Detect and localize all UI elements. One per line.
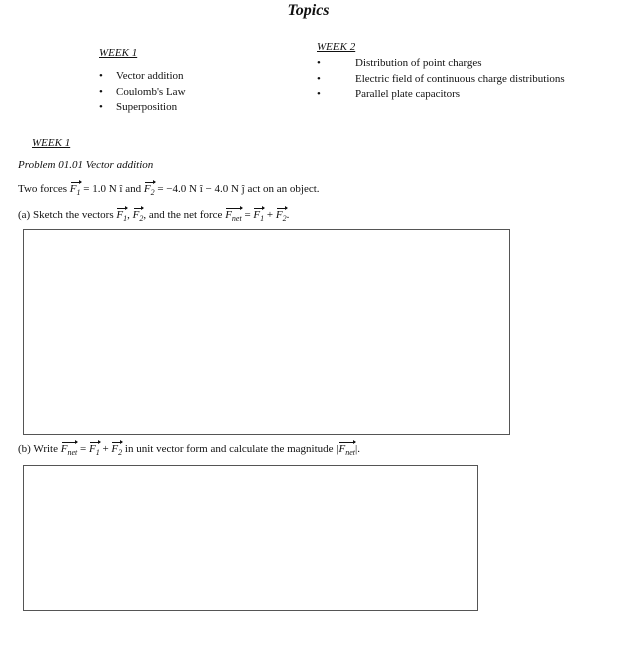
force2-vector: $F_2$: [111, 443, 123, 458]
part-a-answer-box[interactable]: [23, 229, 510, 435]
problem-title: Problem 01.01 Vector addition: [18, 159, 154, 171]
force2-vector: $F_2$: [132, 209, 144, 224]
bullet-icon: •: [317, 57, 321, 69]
net-force-vector: $F_{net}$: [60, 443, 78, 458]
net-force-vector: $F_{net}$: [225, 209, 242, 224]
statement-text: Two forces: [18, 183, 68, 195]
bullet-icon: •: [99, 70, 103, 82]
section-header: WEEK 1: [32, 137, 71, 149]
bullet-icon: •: [99, 85, 103, 98]
force2-vector: $F_2$: [143, 183, 155, 198]
topic-label: Parallel plate capacitors: [355, 88, 461, 101]
bullet-icon: •: [99, 101, 103, 114]
topic-label: Coulomb's Law: [116, 85, 186, 98]
week2-header: WEEK 2: [317, 41, 356, 53]
force1-vector: $F_1$: [88, 443, 100, 458]
topic-label: Distribution of point charges: [355, 57, 482, 69]
force1-vector: $F_1$: [253, 209, 265, 224]
net-force-vector: $F_{net}$: [338, 443, 355, 458]
page-title: Topics: [287, 2, 330, 19]
part-a-prompt: (a) Sketch the vectors $F_1$, $F_2$, and the net force $F_{net} = F_1 + F_2$.: [18, 209, 290, 224]
force2-vector: $F_2$: [275, 209, 287, 224]
force1-value: = 1.0 N î and: [83, 183, 142, 195]
topic-label: Vector addition: [116, 70, 184, 82]
topic-label: Superposition: [116, 101, 178, 114]
force2-value: = −4.0 N î − 4.0 N ĵ act on an object.: [157, 183, 320, 195]
force1-vector: $F_1$: [116, 209, 128, 224]
part-b-answer-box[interactable]: [23, 465, 478, 611]
bullet-icon: •: [317, 88, 321, 101]
week1-header: WEEK 1: [99, 47, 138, 59]
magnitude-expression: $|F_{net}|$: [336, 443, 358, 458]
force1-vector: $F_1$: [69, 183, 81, 198]
bullet-icon: •: [317, 72, 321, 85]
topic-label: Electric field of continuous charge distributions: [355, 72, 565, 85]
part-b-prompt: (b) Write $F_{net} = F_1 + F_2$ in unit vector form and calculate the magnitude $|F_{net}|$.: [18, 443, 360, 458]
problem-statement: [18, 183, 320, 197]
